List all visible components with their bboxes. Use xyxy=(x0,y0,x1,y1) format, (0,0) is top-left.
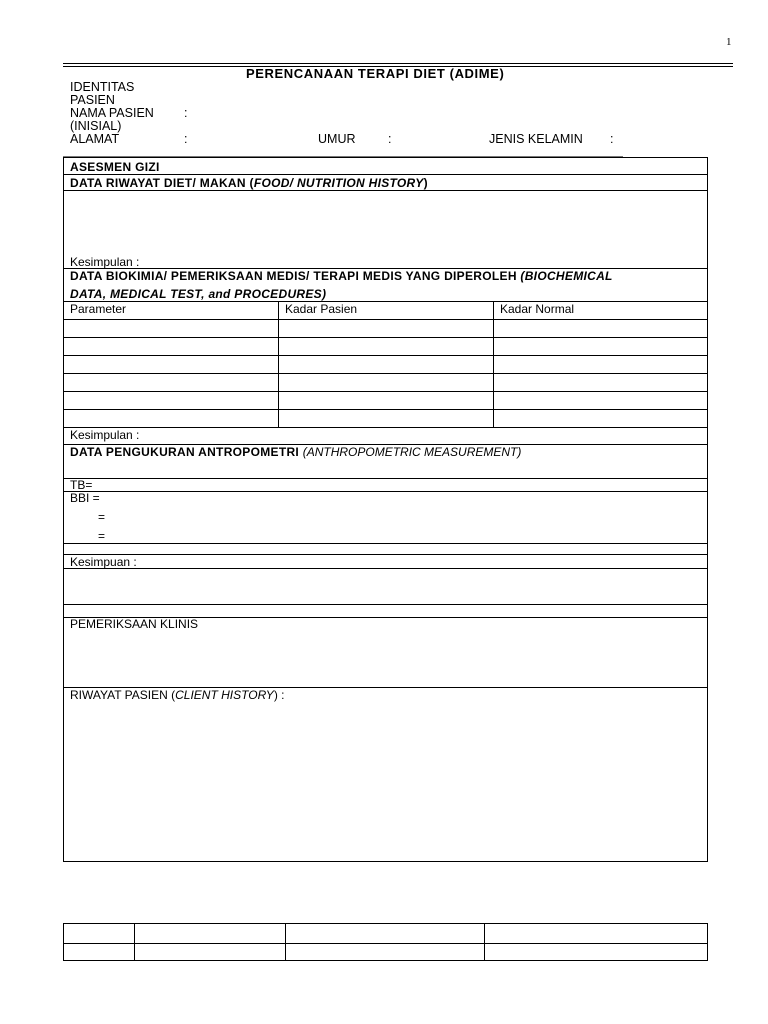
riwayat-pasien-italic: CLIENT HISTORY xyxy=(175,688,274,702)
footer-column-divider xyxy=(484,924,485,960)
row-divider xyxy=(64,355,707,356)
antropometri-heading-bold: DATA PENGUKURAN ANTROPOMETRI xyxy=(70,445,303,459)
biokimia-heading-line2: DATA, MEDICAL TEST, and PROCEDURES) xyxy=(70,287,327,301)
lab-column-kadar-normal: Kadar Normal xyxy=(500,302,575,316)
inisial-label: (INISIAL) xyxy=(70,119,122,133)
bbi-label: BBI = xyxy=(70,491,100,505)
footer-column-divider xyxy=(285,924,286,960)
row-divider xyxy=(64,319,707,320)
row-divider xyxy=(64,491,707,492)
row-divider xyxy=(64,409,707,410)
row-divider xyxy=(64,190,707,191)
kesimpulan-riwayat-diet: Kesimpulan : xyxy=(70,255,140,269)
alamat-label: ALAMAT xyxy=(70,132,120,146)
riwayat-diet-heading xyxy=(70,176,428,190)
asesmen-gizi-heading: ASESMEN GIZI xyxy=(70,160,160,174)
identitas-label: IDENTITAS xyxy=(70,80,135,94)
asesmen-form-table xyxy=(63,157,708,862)
biokimia-heading-italic: (BIOCHEMICAL xyxy=(520,269,613,283)
alamat-colon: : xyxy=(184,132,188,146)
row-divider xyxy=(64,427,707,428)
riwayat-diet-italic: FOOD/ NUTRITION HISTORY xyxy=(253,176,424,190)
kesimpuan-antropometri: Kesimpuan : xyxy=(70,555,137,569)
jenis-kelamin-colon: : xyxy=(610,132,614,146)
biokimia-heading-line1 xyxy=(70,269,613,283)
row-divider xyxy=(64,301,707,302)
lab-column-divider xyxy=(493,301,494,427)
pasien-label: PASIEN xyxy=(70,93,115,107)
antropometri-heading-italic: (ANTHROPOMETRIC MEASUREMENT) xyxy=(302,445,522,459)
riwayat-diet-suffix: ) xyxy=(423,176,428,190)
umur-colon: : xyxy=(388,132,392,146)
top-rule xyxy=(63,63,733,64)
antropometri-heading xyxy=(70,445,521,459)
tb-label: TB= xyxy=(70,478,93,492)
row-divider xyxy=(64,543,707,544)
nama-pasien-colon: : xyxy=(184,106,188,120)
row-divider xyxy=(64,554,707,555)
equals-line-2: = xyxy=(98,529,106,543)
riwayat-diet-prefix: DATA RIWAYAT DIET/ MAKAN ( xyxy=(70,176,254,190)
row-divider xyxy=(64,337,707,338)
page-number: 1 xyxy=(726,36,732,48)
kesimpulan-biokimia: Kesimpulan : xyxy=(70,428,140,442)
biokimia-heading-bold: DATA BIOKIMIA/ PEMERIKSAAN MEDIS/ TERAPI MEDIS YANG DIPEROLEH xyxy=(70,269,521,283)
pemeriksaan-klinis-label: PEMERIKSAAN KLINIS xyxy=(70,617,199,631)
equals-line-1: = xyxy=(98,510,106,524)
lab-column-kadar-pasien: Kadar Pasien xyxy=(285,302,358,316)
row-divider xyxy=(64,391,707,392)
riwayat-pasien-label xyxy=(70,688,284,702)
nama-pasien-label: NAMA PASIEN xyxy=(70,106,154,120)
umur-label: UMUR xyxy=(318,132,356,146)
riwayat-pasien-suffix: ) : xyxy=(273,688,285,702)
row-divider xyxy=(64,373,707,374)
riwayat-pasien-prefix: RIWAYAT PASIEN ( xyxy=(70,688,176,702)
row-divider xyxy=(64,568,707,569)
jenis-kelamin-label: JENIS KELAMIN xyxy=(489,132,583,146)
row-divider xyxy=(64,478,707,479)
footer-column-divider xyxy=(134,924,135,960)
row-divider xyxy=(64,174,707,175)
lab-column-parameter: Parameter xyxy=(70,302,127,316)
page-title: PERENCANAAN TERAPI DIET (ADIME) xyxy=(246,66,505,81)
footer-row-divider xyxy=(64,943,707,944)
lab-column-divider xyxy=(278,301,279,427)
footer-table xyxy=(63,923,708,961)
row-divider xyxy=(64,604,707,605)
